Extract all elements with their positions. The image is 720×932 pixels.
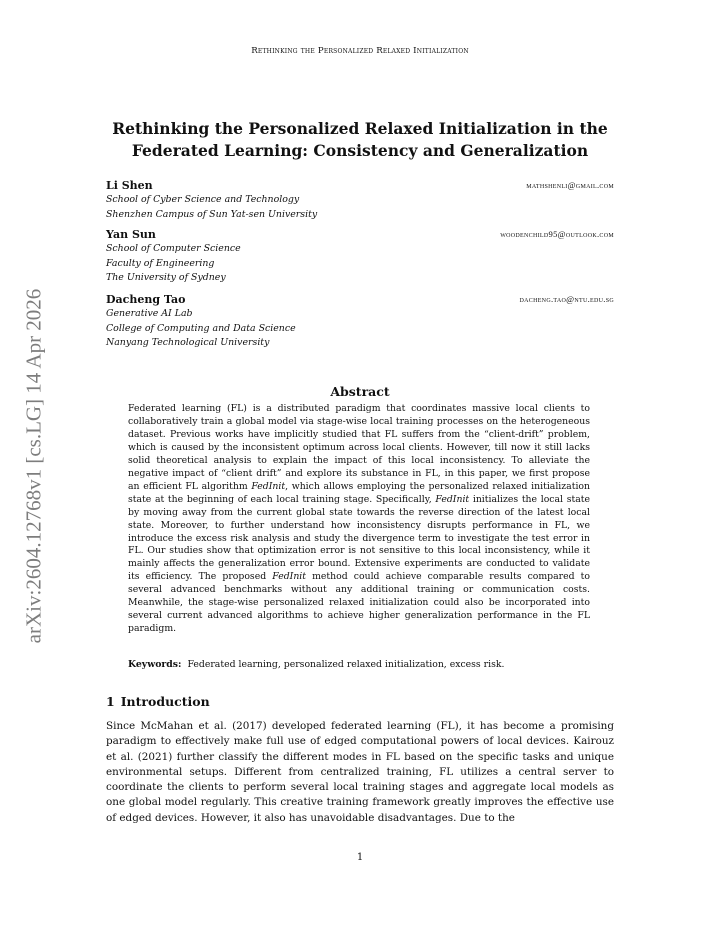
introduction-paragraph: Since McMahan et al. (2017) developed federated learning (FL), it has become a promising paradigm to effectively make full use of edged computational powers of local devices. Kairouz et al. (2021) further classify the different modes in FL based on the specific tasks and unique environmental setups. Different from centralized training, FL utilizes a central server to coordinate the clients to perform several local training stages and aggregate local models as one global model regularly. This creative training framework greatly improves the effective use of edged devices. However, it also has unavoidable disadvantages. Due to the	[106, 720, 614, 824]
abstract-heading: Abstract	[330, 384, 390, 399]
arxiv-stamp	[20, 260, 48, 672]
author-email[interactable]: woodenchild95@outlook.com	[500, 229, 614, 239]
author-affiliation: Shenzhen Campus of Sun Yat-sen University	[106, 208, 318, 220]
author-affiliation: The University of Sydney	[106, 272, 226, 283]
author-email[interactable]: dacheng.tao@ntu.edu.sg	[519, 294, 614, 304]
abstract-text: , which allows employing the personalized relaxed initialization state at the beginning of each local training stage. Specifically,	[128, 480, 591, 505]
abstract-text: initializes the local state by moving away from the current global state towards the reverse direction of the latest local state. Moreover, to further understand how inconsistency disrupts performance in FL, we introduce the excess risk analysis and study the divergence term to investigate the test error in FL. Our studies show that optimization error is not sensitive to this local inconsistency, while it mainly affects the generalization error bound. Extensive experiments are conducted to validate its efficiency. The proposed	[128, 493, 590, 583]
abstract-text: Federated learning (FL) is a distributed paradigm that coordinates massive local clients to collaboratively train a global model via stage-wise local training processes on the heterogeneous dataset. Previous works have implicitly studied that FL suffers from the “client-drift” problem, which is caused by the inconsistent optimum across local clients. However, till now it still lacks solid theoretical analysis to explain the impact of this local inconsistency. To alleviate the negative impact of “client drift” and explore its substance in FL, in this paper, we first propose an efficient FL algorithm	[128, 403, 590, 492]
abstract-text: method could achieve comparable results compared to several advanced benchmarks without any additional training or communication costs. Meanwhile, the stage-wise personalized relaxed initialization could also be incorporated into several current advanced algorithms to achieve higher generalization performance in the FL paradigm.	[128, 571, 591, 635]
abstract-body	[128, 403, 590, 636]
author-name: Li Shen	[106, 179, 153, 192]
author-affiliation: Nanyang Technological University	[106, 337, 270, 348]
paper-title: Rethinking the Personalized Relaxed Initialization in the Federated Learning: Consistency and Generalization	[112, 119, 608, 160]
page-number: 1	[356, 852, 364, 863]
author-block	[106, 179, 614, 222]
section-number: 1	[106, 694, 115, 709]
author-name: Dacheng Tao	[106, 293, 186, 306]
method-name: FedInit	[251, 480, 286, 492]
author-affiliation: College of Computing and Data Science	[106, 322, 296, 334]
keywords-text: Federated learning, personalized relaxed initialization, excess risk.	[187, 659, 505, 670]
section-heading	[106, 694, 210, 709]
author-affiliation: School of Cyber Science and Technology	[106, 194, 300, 205]
author-email[interactable]: mathshenli@gmail.com	[526, 180, 614, 190]
section-title: Introduction	[120, 694, 210, 709]
author-affiliation: Generative AI Lab	[106, 308, 193, 319]
author-block	[106, 228, 614, 286]
method-name: FedInit	[272, 571, 307, 583]
author-affiliation: School of Computer Science	[106, 243, 241, 254]
method-name: FedInit	[435, 493, 470, 505]
author-block	[106, 293, 614, 351]
keywords	[128, 658, 598, 671]
author-name: Yan Sun	[106, 228, 156, 241]
keywords-label: Keywords:	[128, 659, 182, 670]
running-head: Rethinking the Personalized Relaxed Initialization	[251, 46, 469, 56]
author-affiliation: Faculty of Engineering	[106, 257, 215, 269]
arxiv-identifier: arXiv:2604.12768v1 [cs.LG] 14 Apr 2026	[21, 288, 46, 644]
